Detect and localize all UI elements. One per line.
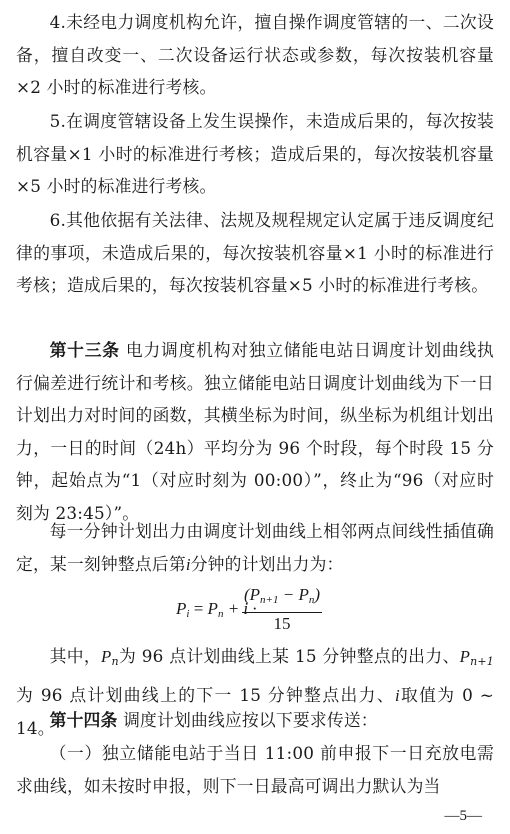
formula-sub-n: n — [217, 608, 224, 620]
paragraph-item-5: 5.在调度管辖设备上发生误操作，未造成后果的，每次按装机容量×1 小时的标准进行考核；造成后果的，每次按装机容量×5 小时的标准进行考核。 — [16, 111, 494, 196]
where-text-d: 取值为 0 ~ 14。 — [16, 684, 494, 738]
article-14-body: 调度计划曲线应按以下要求传送： — [117, 710, 378, 730]
interpolation-var-i: i — [185, 554, 191, 574]
interpolation-text-b: 分钟的计划出力为： — [190, 553, 344, 574]
interpolation-text-a: 每一分钟计划出力由调度计划曲线上相邻两点间线性插值确定，某一刻钟整点后第 — [16, 521, 494, 574]
where-text-a: 其中， — [49, 646, 102, 666]
numerator-sub-n: n — [308, 594, 315, 606]
formula-sub-i: i — [186, 608, 190, 620]
numerator-close: ) — [314, 585, 320, 604]
article-14 — [16, 704, 494, 737]
formula-numerator — [240, 583, 324, 612]
where-text-b: 为 96 点计划曲线上某 15 分钟整点的出力、 — [118, 646, 460, 666]
article-14-item-1: （一）独立储能电站于当日 11:00 前申报下一日充放电需求曲线，如未按时申报，则下一日最高可调出力默认为当 — [16, 743, 494, 796]
where-pn1-sub: n+1 — [470, 655, 494, 668]
numerator-sub-n1: n+1 — [260, 594, 279, 606]
formula-plus-i: + i · — [223, 599, 257, 618]
interpolation-paragraph — [16, 515, 494, 581]
formula-fraction — [240, 583, 324, 635]
formula-denominator: 15 — [273, 614, 291, 633]
article-13 — [16, 334, 494, 529]
where-text-c: 为 96 点计划曲线上的下一 15 分钟整点出力、 — [16, 684, 395, 705]
where-pn1: P — [459, 647, 471, 666]
where-pn-sub: n — [111, 655, 119, 668]
formula-equals: = — [189, 599, 208, 618]
article-14-title: 第十四条 — [49, 710, 118, 730]
paragraph-item-6: 6.其他依据有关法律、法规及规程规定认定属于违反调度纪律的事项，未造成后果的，每次按装机容量×1 小时的标准进行考核；造成后果的，每次按装机容量×5 小时的标准进行考核。 — [16, 210, 494, 295]
page-number: —5— — [444, 808, 482, 824]
formula-pn: P — [207, 599, 218, 618]
numerator-open: (P — [243, 585, 261, 604]
numerator-minus: − P — [278, 585, 309, 604]
article-13-body: 电力调度机构对独立储能电站日调度计划曲线执行偏差进行统计和考核。独立储能电站日调度计划曲线为下一日计划出力对时间的函数，其横坐标为时间，纵坐标为机组计划出力，一日的时间（24h）平均分为 96 个时段，每个时段 15 分钟，起始点为“1（对应时刻为 00:00）”，终止为“96（对应时刻为 23:45）”。 — [16, 340, 494, 523]
paragraph-item-4: 4.未经电力调度机构允许，擅自操作调度管辖的一、二次设备，擅自改变一、二次设备运行状态或参数，每次按装机容量×2 小时的标准进行考核。 — [16, 12, 494, 97]
article-13-title: 第十三条 — [49, 340, 120, 360]
formula-p: P — [176, 599, 187, 618]
interpolation-formula — [0, 583, 510, 641]
where-pn: P — [101, 647, 112, 666]
where-i: i — [394, 685, 400, 705]
